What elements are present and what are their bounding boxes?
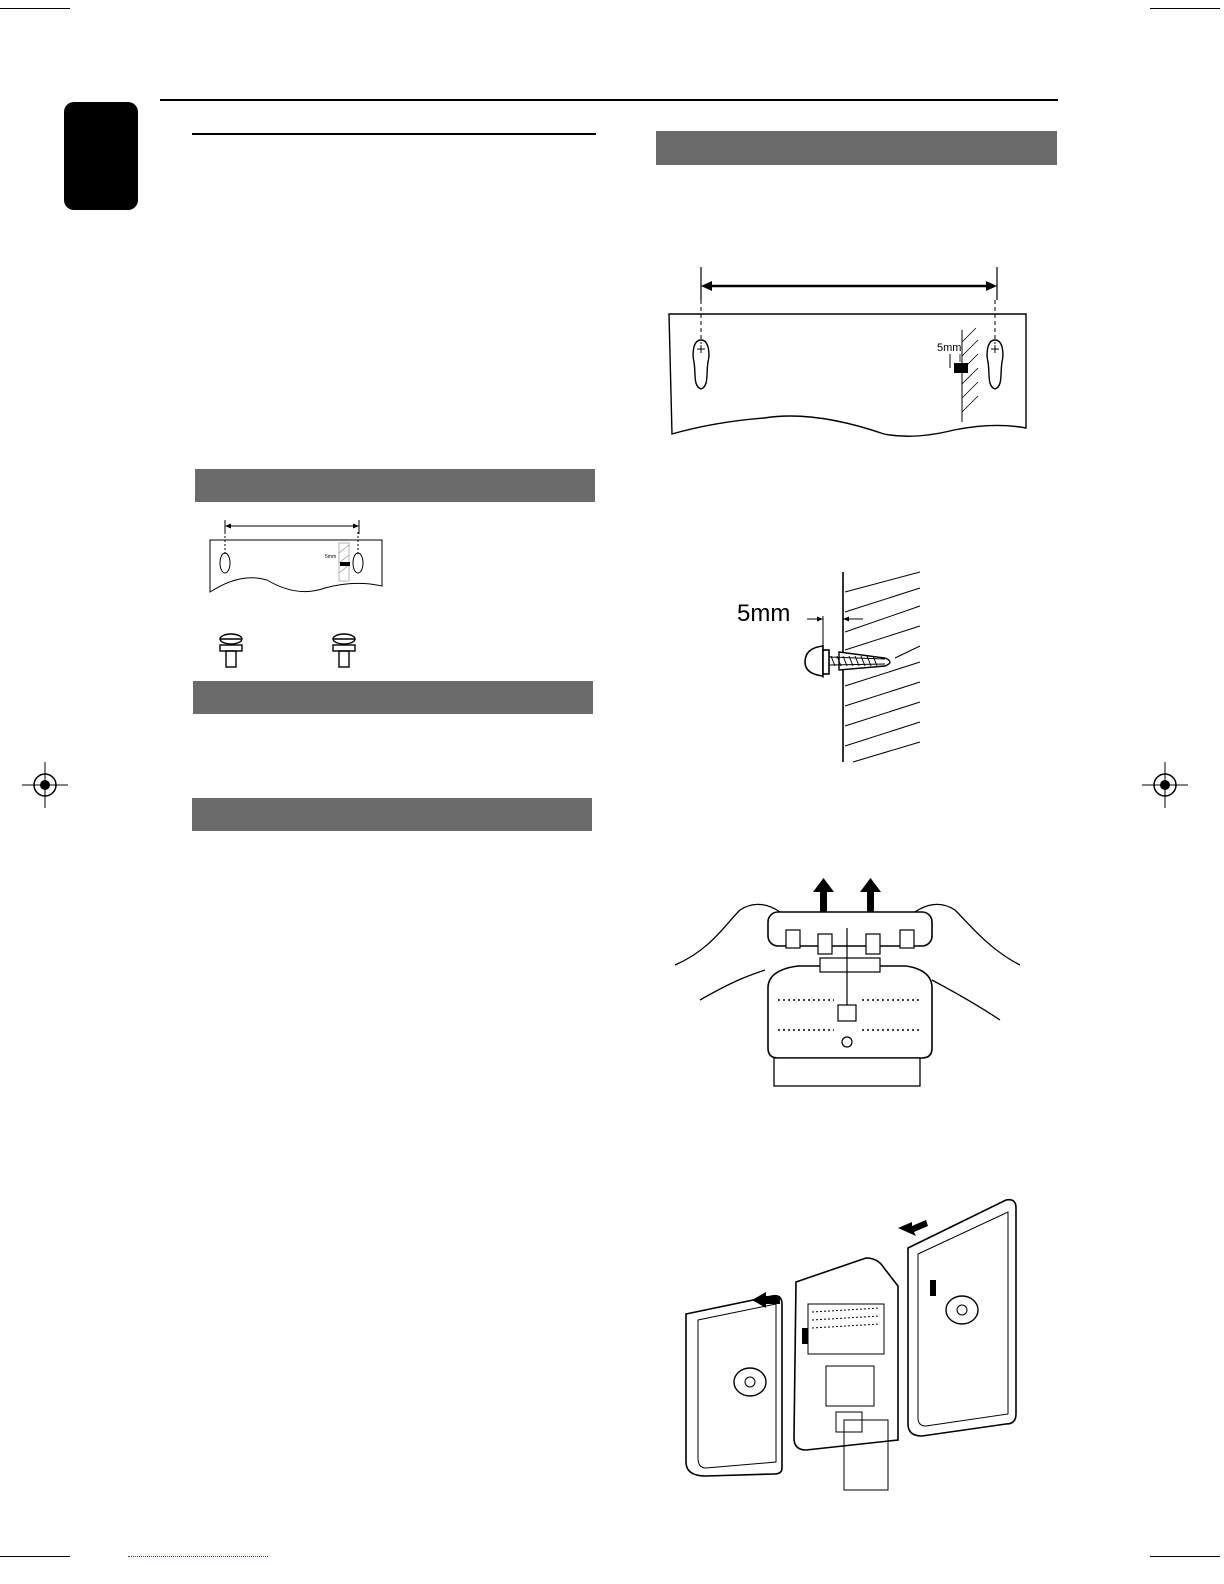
section-bar-right bbox=[656, 131, 1057, 165]
screw-icon-2 bbox=[331, 633, 357, 669]
template-large-5mm-label: 5mm bbox=[937, 342, 962, 354]
screw-wall-detail bbox=[735, 570, 935, 766]
screw-icon-1 bbox=[218, 633, 244, 669]
crop-mark-bl-h bbox=[0, 1556, 70, 1557]
crop-mark-tl-h bbox=[0, 8, 70, 9]
drilling-template-small bbox=[205, 518, 395, 600]
crop-mark-tr-h bbox=[1150, 8, 1220, 9]
drilling-template-large bbox=[664, 262, 1036, 442]
bottom-dotted-rule bbox=[128, 1556, 268, 1557]
speaker-assembly-illustration bbox=[676, 1192, 1026, 1486]
lift-unit-illustration bbox=[670, 870, 1030, 1088]
registration-mark-right bbox=[1142, 762, 1188, 808]
screw-5mm-label: 5mm bbox=[737, 600, 791, 627]
crop-mark-br-h bbox=[1150, 1556, 1220, 1557]
header-rule bbox=[160, 99, 1058, 101]
language-tab bbox=[64, 102, 138, 210]
left-column-top-rule bbox=[192, 133, 596, 135]
registration-mark-left bbox=[22, 762, 68, 808]
template-small-5mm-label: 5mm bbox=[325, 554, 337, 560]
section-bar-2 bbox=[193, 681, 593, 714]
section-bar-1 bbox=[195, 469, 595, 502]
section-bar-3 bbox=[192, 798, 592, 831]
